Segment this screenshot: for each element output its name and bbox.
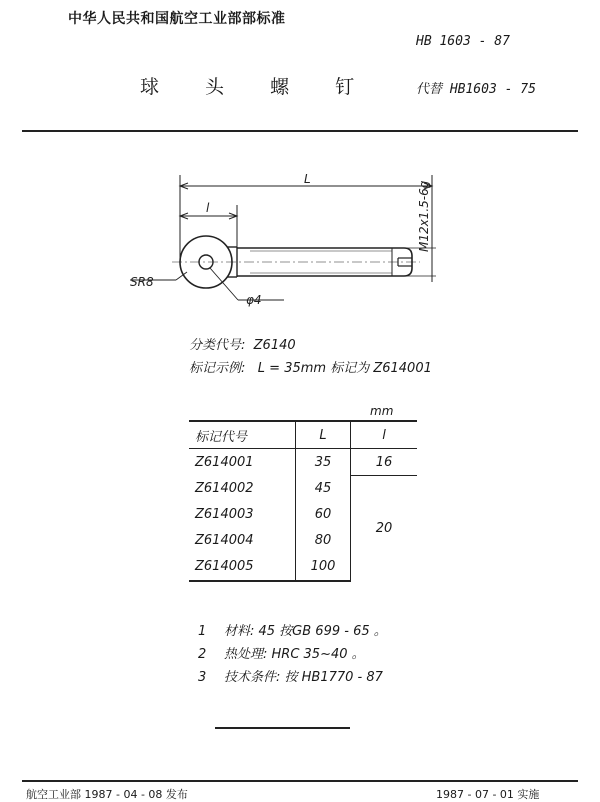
table-unit: mm	[370, 404, 394, 418]
end-rule	[215, 727, 350, 729]
ball-head	[180, 236, 232, 288]
header-l: l	[351, 421, 418, 449]
cell-L: 45	[296, 476, 351, 502]
table-header-row	[189, 421, 417, 449]
marking-example-label: 标记示例:	[189, 361, 246, 376]
issuing-organization: 中华人民共和国航空工业部部标准	[68, 11, 286, 27]
cell-code: Z614004	[195, 533, 254, 548]
note-text: 材料: 45 按GB 699 - 65 。	[224, 624, 387, 639]
table-row	[189, 476, 417, 502]
label-total-length: L	[304, 172, 311, 186]
footer-divider	[22, 780, 578, 782]
spec-table	[189, 420, 417, 582]
cell-L: 100	[296, 554, 351, 581]
note-item	[198, 643, 365, 662]
cell-code: Z614005	[189, 554, 296, 581]
cell-L: 35	[296, 449, 351, 476]
cell-code: Z614002	[195, 481, 254, 496]
part-drawing	[0, 0, 600, 330]
cell-code: Z614001	[195, 454, 254, 470]
standard-number: HB 1603 - 87	[416, 34, 510, 49]
note-text: 热处理: HRC 35~40 。	[224, 647, 365, 662]
replaces-standard: 代替 HB1603 - 75	[416, 82, 536, 97]
note-item	[198, 620, 387, 639]
note-number: 2	[198, 647, 207, 662]
marking-example-value: L = 35mm 标记为 Z614001	[257, 361, 432, 376]
note-item	[198, 666, 383, 685]
table-row	[189, 449, 417, 476]
classification-code-value: Z6140	[253, 338, 296, 353]
hole-leader	[210, 268, 238, 300]
label-sphere-radius: SR8	[130, 275, 154, 289]
cell-code: Z614003	[195, 507, 254, 522]
note-text: 技术条件: 按 HB1770 - 87	[224, 670, 383, 685]
cell-l: 16	[351, 449, 418, 476]
label-hole-diameter: φ4	[246, 293, 262, 307]
footer-effective: 1987 - 07 - 01 实施	[436, 788, 540, 801]
cell-L: 60	[296, 502, 351, 528]
note-number: 3	[198, 670, 207, 685]
marking-example-line	[189, 357, 432, 376]
footer-issued: 航空工业部 1987 - 04 - 08 发布	[26, 788, 188, 801]
header-L: L	[296, 421, 351, 449]
cell-l-merged: 20	[351, 476, 418, 581]
cell-L: 80	[296, 528, 351, 554]
classification-code-label: 分类代号:	[189, 338, 246, 353]
note-number: 1	[198, 624, 207, 639]
label-head-length: l	[206, 201, 210, 215]
header-code: 标记代号	[189, 421, 296, 449]
classification-code-line	[189, 334, 296, 353]
label-thread: M12x1.5-6g	[417, 180, 431, 252]
page-title: 球 头 螺 钉	[140, 76, 375, 98]
